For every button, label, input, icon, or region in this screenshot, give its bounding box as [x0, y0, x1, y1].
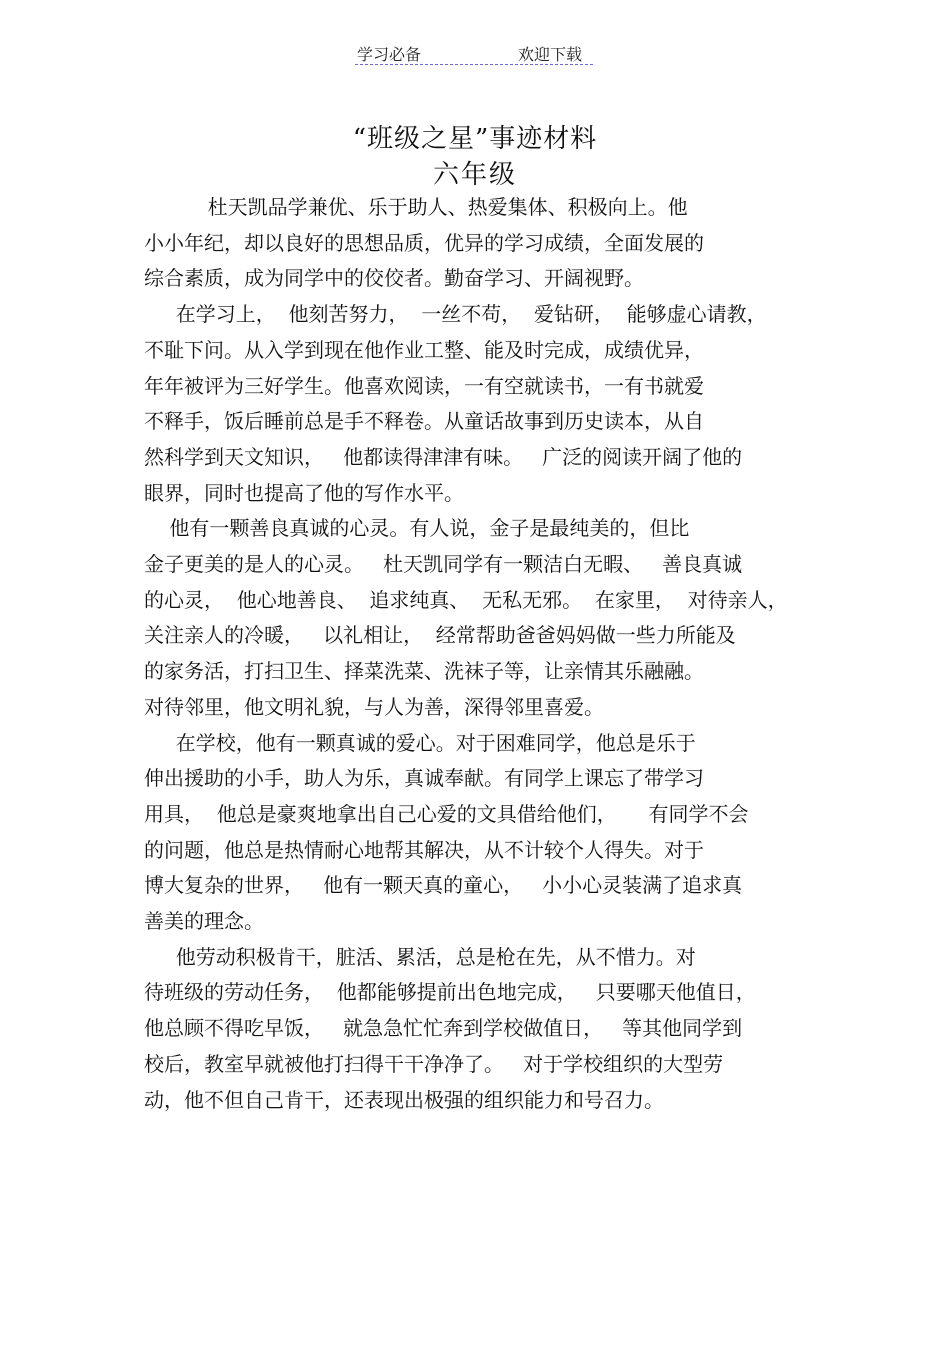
text-line: 伸出援助的小手，助人为乐，真诚奉献。有同学上课忘了带学习: [144, 766, 704, 791]
text-line: 综合素质，成为同学中的佼佼者。勤奋学习、开阔视野。: [144, 266, 644, 291]
document-title: “班级之星”事迹材料: [352, 124, 598, 154]
text-line: 小小年纪，却以良好的思想品质，优异的学习成绩，全面发展的: [144, 230, 704, 255]
text-line: 眼界，同时也提高了他的写作水平。: [144, 480, 464, 505]
text-line: 然科学到天文知识， 他都读得津津有味。 广泛的阅读开阔了他的: [144, 444, 743, 469]
text-line: 关注亲人的冷暖， 以礼相让， 经常帮助爸爸妈妈做一些力所能及: [144, 623, 736, 648]
text-line: 善美的理念。: [144, 909, 264, 933]
text-line: 的问题，他总是热情耐心地帮其解决，从不计较个人得失。对于: [144, 837, 704, 862]
text-line: 博大复杂的世界， 他有一颗天真的童心， 小小心灵装满了追求真: [144, 873, 743, 898]
text-line: 在学校，他有一颗真诚的爱心。对于困难同学，他总是乐于: [144, 730, 696, 755]
text-line: 在学习上， 他刻苦努力， 一丝不苟， 爱钻研， 能够虚心请教，: [144, 302, 767, 327]
text-line: 待班级的劳动任务， 他都能够提前出色地完成， 只要哪天他值日，: [144, 980, 756, 1005]
text-line: 他劳动积极肯干，脏活、累活，总是枪在先，从不惜力。对: [144, 944, 696, 969]
text-line: 他总顾不得吃早饭， 就急急忙忙奔到学校做值日， 等其他同学到: [144, 1016, 743, 1041]
text-line: 用具， 他总是豪爽地拿出自己心爱的文具借给他们， 有同学不会: [144, 801, 749, 826]
header-left-text: 学习必备: [357, 45, 422, 64]
text-line: 动，他不但自己肯干，还表现出极强的组织能力和号召力。: [144, 1087, 664, 1112]
text-line: 不释手，饭后睡前总是手不释卷。从童话故事到历史读本，从自: [144, 409, 704, 434]
text-line: 的家务活，打扫卫生、择菜洗菜、洗袜子等，让亲情其乐融融。: [144, 659, 704, 684]
text-line: 的心灵， 他心地善良、 追求纯真、 无私无邪。 在家里， 对待亲人，: [144, 587, 788, 612]
header-right-text: 欢迎下载: [518, 45, 583, 64]
text-line: 校后，教室早就被他打扫得干干净净了。 对于学校组织的大型劳: [144, 1051, 724, 1076]
document-subtitle: 六年级: [432, 160, 517, 190]
text-line: 杜天凯品学兼优、乐于助人、热爱集体、积极向上。他: [144, 195, 688, 219]
text-line: 他有一颗善良真诚的心灵。有人说，金子是最纯美的，但比: [144, 516, 690, 541]
text-line: 不耻下问。从入学到现在他作业工整、能及时完成，成绩优异，: [144, 337, 704, 362]
text-line: 对待邻里，他文明礼貌，与人为善，深得邻里喜爱。: [144, 694, 604, 719]
page-header: [355, 40, 593, 65]
text-line: 金子更美的是人的心灵。 杜天凯同学有一颗洁白无暇、 善良真诚: [144, 552, 743, 576]
text-line: 年年被评为三好学生。他喜欢阅读，一有空就读书，一有书就爱: [144, 373, 704, 398]
